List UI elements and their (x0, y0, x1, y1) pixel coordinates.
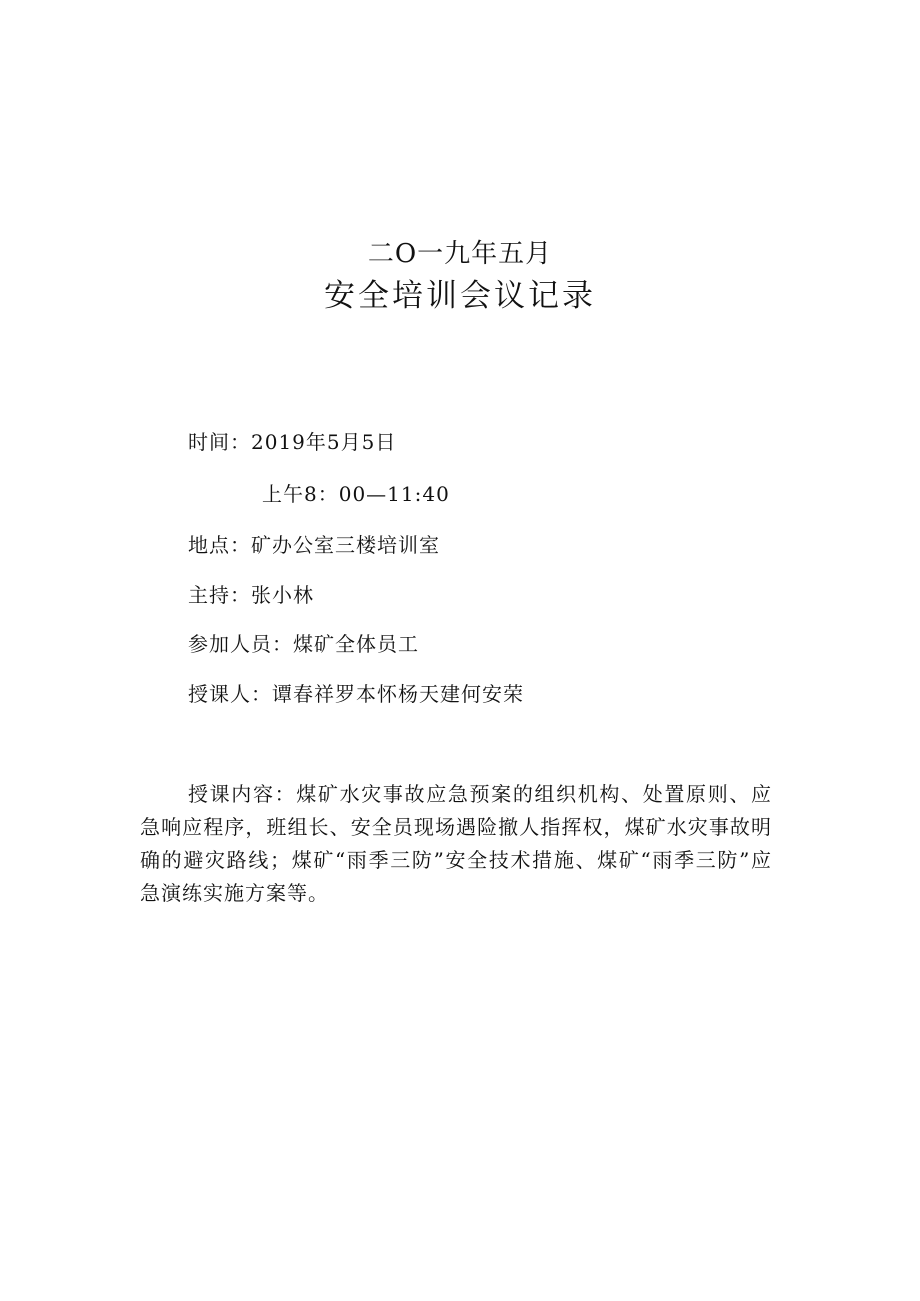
time-label: 时间： (188, 430, 251, 454)
host-value: 张小林 (251, 583, 314, 607)
course-content-paragraph (140, 778, 772, 910)
participants-value: 煤矿全体员工 (293, 632, 419, 656)
lecturers-line (188, 680, 524, 708)
location-label: 地点： (188, 533, 251, 557)
date-heading: 二O一九年五月 (367, 239, 553, 269)
lecturers-value: 谭春祥罗本怀杨天建何安荣 (272, 682, 524, 706)
time-range-line (262, 480, 450, 508)
host-line (188, 581, 314, 609)
location-line (188, 531, 440, 559)
time-line (188, 428, 396, 456)
document-title: 安全培训会议记录 (324, 278, 596, 314)
content-text: 煤矿水灾事故应急预案的组织机构、处置原则、应急响应程序，班组长、安全员现场遇险撤人指挥权，煤矿水灾事故明确的避灾路线；煤矿“雨季三防”安全技术措施、煤矿“雨季三防”应急演练实施方案等。 (140, 782, 773, 905)
participants-label: 参加人员： (188, 632, 293, 656)
time-range-value: 上午8：00—11:40 (262, 482, 450, 506)
lecturers-label: 授课人： (188, 682, 272, 706)
location-value: 矿办公室三楼培训室 (251, 533, 440, 557)
participants-line (188, 630, 419, 658)
content-label: 授课内容： (188, 782, 297, 806)
host-label: 主持： (188, 583, 251, 607)
time-value: 2019年5月5日 (251, 430, 397, 454)
